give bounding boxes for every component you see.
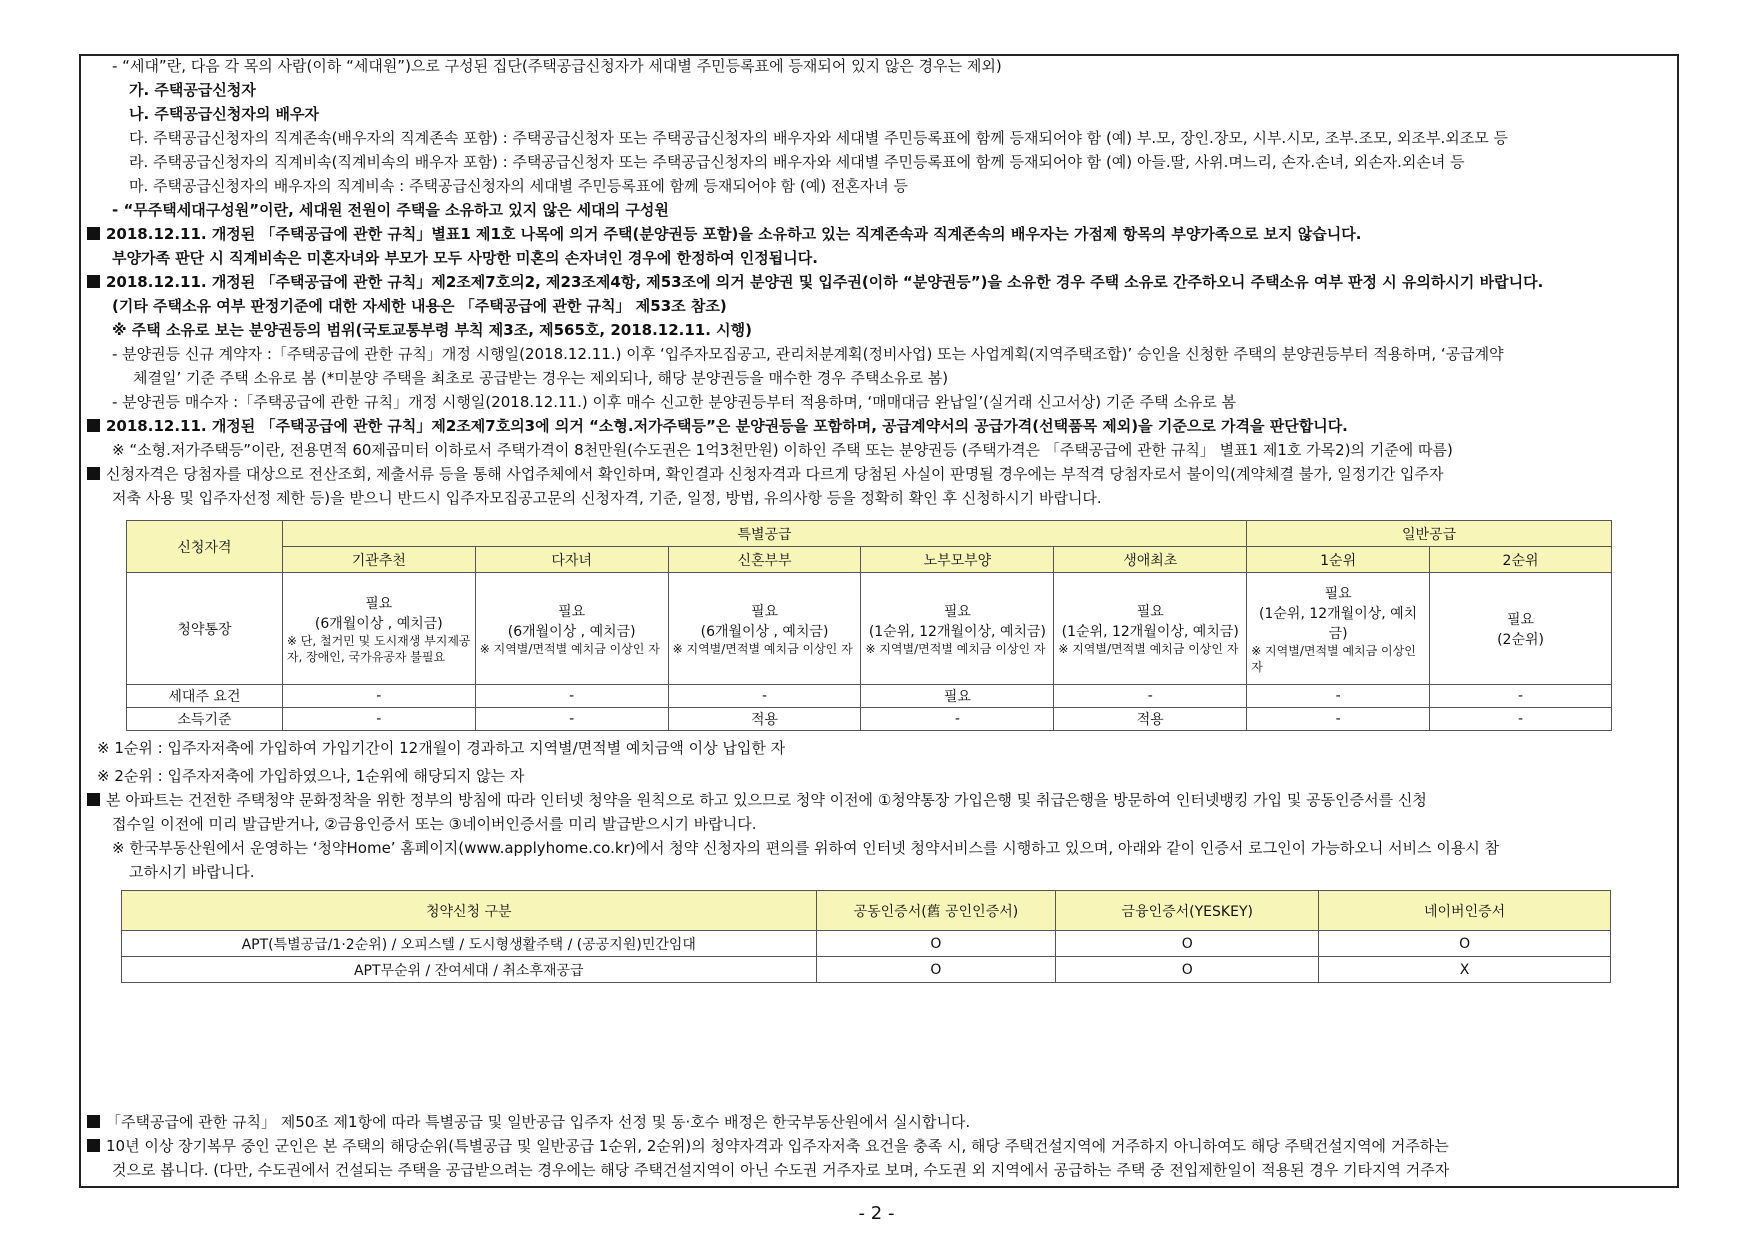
line-dependent-rule: 2018.12.11. 개정된 「주택공급에 관한 규칙」별표1 제1호 나목에 의거 주택(분양권등 포함)을 소유하고 있는 직계존속과 직계존속의 배우자는 가점제 항목의 부양가족으로 보지 않습니다. (87, 224, 1361, 244)
line-buyer: - 분양권등 매수자 :「주택공급에 관한 규칙」개정 시행일(2018.12.11.) 이후 매수 신고한 분양권등부터 적용하며, ‘매매대금 완납일’(실거래 신고서상) 기준 주택 소유로 봄 (112, 393, 1237, 411)
line-item-ma: 마. 주택공급신청자의 배우자의 직계비속 : 주택공급신청자의 세대별 주민등록표에 함께 등재되어야 함 (예) 전혼자녀 등 (129, 177, 909, 195)
col-header: 금융인증서(YESKEY) (1056, 891, 1319, 931)
col-header: 다자녀 (475, 547, 668, 573)
col-header: 기관추천 (282, 547, 475, 573)
bank-cell: 필요 (6개월이상 , 예치금) ※ 지역별/면적별 예치금 이상인 자 (668, 573, 861, 685)
line-small-house-rule: 2018.12.11. 개정된 「주택공급에 관한 규칙」제2조제7호의3에 의거 “소형.저가주택등”은 분양권등을 포함하며, 공급계약서의 공급가격(선택품목 제외)을 기준으로 가격을 판단합니다. (87, 416, 1348, 436)
table-cell: O (1056, 931, 1319, 957)
table-cell: - (1430, 685, 1612, 708)
table-cell: - (282, 708, 475, 731)
table-cell: O (816, 931, 1056, 957)
table-row (122, 957, 1611, 983)
square-bullet-icon (87, 1139, 100, 1152)
col-header: 네이버인증서 (1319, 891, 1611, 931)
table-cell: APT(특별공급/1·2순위) / 오피스텔 / 도시형생활주택 / (공공지원)민간임대 (122, 931, 817, 957)
line-internet-apply-cont: 접수일 이전에 미리 발급받거나, ②금융인증서 또는 ③네이버인증서를 미리 발급받으시기 바랍니다. (112, 815, 757, 833)
line-item-na: 나. 주택공급신청자의 배우자 (129, 105, 320, 123)
line-dependent-note: 부양가족 판단 시 직계비속은 미혼자녀와 부모가 모두 사망한 미혼의 손자녀인 경우에 한정하여 인정됩니다. (112, 249, 818, 267)
line-item-ra: 라. 주택공급신청자의 직계비속(직계비속의 배우자 포함) : 주택공급신청자 또는 주택공급신청자의 배우자와 세대별 주민등록표에 함께 등재되어야 함 (예) 아들.딸, 사위.며느리, 손자.손녀, 외손자.외손녀 등 (129, 153, 1465, 171)
table-cell: - (668, 685, 861, 708)
bank-cell: 필요 (1순위, 12개월이상, 예치금) ※ 지역별/면적별 예치금 이상인 자 (1247, 573, 1430, 685)
col-header: 1순위 (1247, 547, 1430, 573)
table-cell: - (1247, 708, 1430, 731)
table-cell: - (475, 685, 668, 708)
note-first-rank: ※ 1순위 : 입주자저축에 가입하여 가입기간이 12개월이 경과하고 지역별/면적별 예치금액 이상 납입한 자 (97, 739, 786, 757)
row-label-householder: 세대주 요건 (127, 685, 283, 708)
header-special-supply: 특별공급 (282, 521, 1246, 547)
square-bullet-icon (87, 419, 100, 432)
square-bullet-icon (87, 227, 100, 240)
table-cell: 적용 (1054, 708, 1247, 731)
note-second-rank: ※ 2순위 : 입주자저축에 가입하였으나, 1순위에 해당되지 않는 자 (97, 767, 525, 785)
table-cell: O (1056, 957, 1319, 983)
bank-cell: 필요 (1순위, 12개월이상, 예치금) ※ 지역별/면적별 예치금 이상인 자 (861, 573, 1054, 685)
line-item-ga: 가. 주택공급신청자 (129, 81, 256, 99)
line-new-contractor-cont: 체결일’ 기준 주택 소유로 봄 (*미분양 주택을 최초로 공급받는 경우는 제외되나, 해당 분양권등을 매수한 경우 주택소유로 봄) (133, 369, 949, 387)
square-bullet-icon (87, 275, 100, 288)
line-small-house-def: ※ “소형.저가주택등”이란, 전용면적 60제곱미터 이하로서 주택가격이 8천만원(수도권은 1억3천만원) 이하인 주택 또는 분양권등 (주택가격은 「주택공급에 관한 규칙」 별표1 제1호 가목2)의 기준에 따름) (112, 441, 1453, 459)
bank-cell: 필요 (6개월이상 , 예치금) ※ 지역별/면적별 예치금 이상인 자 (475, 573, 668, 685)
table-row (122, 931, 1611, 957)
table-cell: - (861, 708, 1054, 731)
line-no-house-def: - “무주택세대구성원”이란, 세대원 전원이 주택을 소유하고 있지 않은 세대의 구성원 (112, 201, 669, 219)
row-label-income: 소득기준 (127, 708, 283, 731)
square-bullet-icon (87, 1115, 100, 1128)
table-cell: - (1247, 685, 1430, 708)
table-cell: APT무순위 / 잔여세대 / 취소후재공급 (122, 957, 817, 983)
line-selection: 「주택공급에 관한 규칙」 제50조 제1항에 따라 특별공급 및 일반공급 입주자 선정 및 동·호수 배정은 한국부동산원에서 실시합니다. (87, 1112, 970, 1132)
table-cell: 적용 (668, 708, 861, 731)
line-presale-ref: (기타 주택소유 여부 판정기준에 대한 자세한 내용은 「주택공급에 관한 규칙」 제53조 참조) (112, 297, 727, 315)
square-bullet-icon (87, 793, 100, 806)
col-header: 청약신청 구분 (122, 891, 817, 931)
line-applyhome-cont: 고하시기 바랍니다. (129, 863, 255, 881)
table-cell: 필요 (861, 685, 1054, 708)
table-cell: O (816, 957, 1056, 983)
certificate-table (121, 890, 1611, 983)
table-cell: - (1054, 685, 1247, 708)
header-general-supply: 일반공급 (1247, 521, 1612, 547)
line-household-def: - “세대”란, 다음 각 목의 사람(이하 “세대원”)으로 구성된 집단(주택공급신청자가 세대별 주민등록표에 등재되어 있지 않은 경우는 제외) (112, 57, 1002, 75)
header-qualification: 신청자격 (127, 521, 283, 573)
line-presale-rule: 2018.12.11. 개정된 「주택공급에 관한 규칙」제2조제7호의2, 제23조제4항, 제53조에 의거 분양권 및 입주권(이하 “분양권등”)을 소유한 경우 주택 소유로 간주하오니 주택소유 여부 판정 시 유의하시기 바랍니다. (87, 272, 1543, 292)
col-header: 생애최초 (1054, 547, 1247, 573)
line-military: 10년 이상 장기복무 중인 군인은 본 주택의 해당순위(특별공급 및 일반공급 1순위, 2순위)의 청약자격과 입주자저축 요건을 충족 시, 해당 주택건설지역에 거주하지 아니하여도 해당 주택건설지역에 거주하는 (87, 1136, 1449, 1156)
bank-cell: 필요 (1순위, 12개월이상, 예치금) ※ 지역별/면적별 예치금 이상인 자 (1054, 573, 1247, 685)
col-header: 2순위 (1430, 547, 1612, 573)
line-qualification-check-cont: 저축 사용 및 입주자선정 제한 등)을 받으니 반드시 입주자모집공고문의 신청자격, 기준, 일정, 방법, 유의사항 등을 정확히 확인 후 신청하시기 바랍니다. (112, 489, 1102, 507)
table-cell: - (475, 708, 668, 731)
col-header: 공동인증서(舊 공인인증서) (816, 891, 1056, 931)
line-presale-scope: ※ 주택 소유로 보는 분양권등의 범위(국토교통부령 부칙 제3조, 제565호, 2018.12.11. 시행) (112, 321, 752, 339)
page-number: - 2 - (858, 1203, 895, 1224)
line-military-cont: 것으로 봅니다. (다만, 수도권에서 건설되는 주택을 공급받으려는 경우에는 해당 주택건설지역이 아닌 수도권 거주자로 보며, 수도권 외 지역에서 공급하는 주택 중 전입제한일이 적용된 경우 기타지역 거주자 (112, 1161, 1450, 1179)
col-header: 노부모부양 (861, 547, 1054, 573)
qualification-table (126, 520, 1612, 731)
bank-cell: 필요 (6개월이상 , 예치금) ※ 단, 철거민 및 도시재생 부지제공자, 장애인, 국가유공자 불필요 (282, 573, 475, 685)
line-applyhome: ※ 한국부동산원에서 운영하는 ‘청약Home’ 홈페이지(www.applyhome.co.kr)에서 청약 신청자의 편의를 위하여 인터넷 청약서비스를 시행하고 있으며, 아래와 같이 인증서 로그인이 가능하오니 서비스 이용시 참 (112, 839, 1500, 857)
table-cell: X (1319, 957, 1611, 983)
line-new-contractor: - 분양권등 신규 계약자 :「주택공급에 관한 규칙」개정 시행일(2018.12.11.) 이후 ‘입주자모집공고, 관리처분계획(정비사업) 또는 사업계획(지역주택조합)’ 승인을 신청한 주택의 분양권등부터 적용하며, ‘공급계약 (112, 345, 1504, 363)
table-cell: - (282, 685, 475, 708)
bank-cell: 필요 (2순위) (1430, 573, 1612, 685)
document-frame (79, 54, 1679, 1188)
table-cell: O (1319, 931, 1611, 957)
col-header: 신혼부부 (668, 547, 861, 573)
table-cell: - (1430, 708, 1612, 731)
line-qualification-check: 신청자격은 당첨자를 대상으로 전산조회, 제출서류 등을 통해 사업주체에서 확인하며, 확인결과 신청자격과 다르게 당첨된 사실이 판명될 경우에는 부적격 당첨자로서 불이익(계약체결 불가, 일정기간 입주자 (87, 464, 1443, 484)
line-item-da: 다. 주택공급신청자의 직계존속(배우자의 직계존속 포함) : 주택공급신청자 또는 주택공급신청자의 배우자와 세대별 주민등록표에 함께 등재되어야 함 (예) 부.모, 장인.장모, 시부.시모, 조부.조모, 외조부.외조모 등 (129, 129, 1508, 147)
row-label-bank: 청약통장 (127, 573, 283, 685)
line-internet-apply: 본 아파트는 건전한 주택청약 문화정착을 위한 정부의 방침에 따라 인터넷 청약을 원칙으로 하고 있으므로 청약 이전에 ①청약통장 가입은행 및 취급은행을 방문하여 인터넷뱅킹 가입 및 공동인증서를 신청 (87, 790, 1427, 810)
square-bullet-icon (87, 467, 100, 480)
